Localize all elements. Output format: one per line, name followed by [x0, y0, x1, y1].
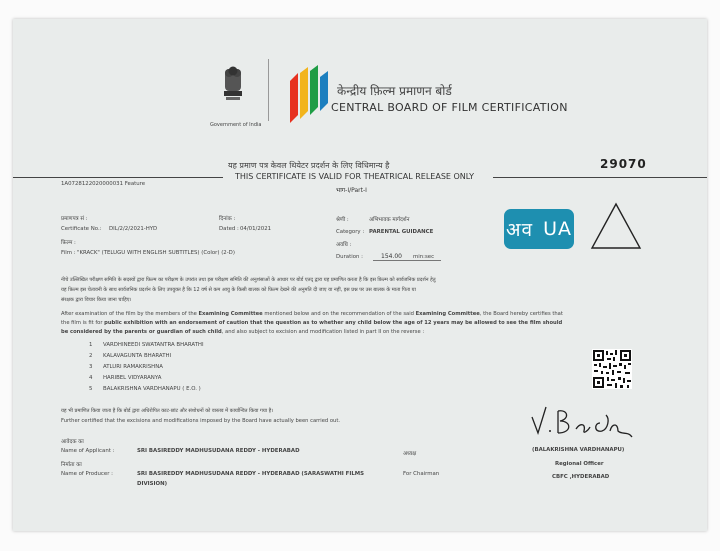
list-item: [89, 364, 204, 375]
english-para-text: mentioned below and on the recommendation of the said: [262, 311, 416, 317]
producer-value-line1: SRI BASIREDDY MADHUSUDANA REDDY - HYDERABAD (SARASWATHI FILMS: [137, 471, 365, 477]
rating-badge: [504, 209, 574, 249]
member-number: 5: [89, 386, 93, 392]
duration-underline: [373, 260, 441, 261]
film-hindi: फ़िल्म :: [61, 240, 76, 246]
validity-part: भाग-I/Part-I: [336, 187, 367, 194]
english-para-bold: Examining Committee: [198, 311, 263, 317]
board-name-english: CENTRAL BOARD OF FILM CERTIFICATION: [331, 101, 568, 114]
rating-hindi: अव: [506, 219, 534, 241]
signatory-office: CBFC ,HYDERABAD: [552, 474, 610, 480]
english-paragraph-line2: [61, 320, 562, 326]
producer-label: Name of Producer :: [61, 471, 113, 477]
applicant-value: SRI BASIREDDY MADHUSUDANA REDDY - HYDERABAD: [137, 448, 300, 454]
date-hindi: दिनांक :: [219, 216, 236, 222]
applicant-hindi: आवेदक का: [61, 439, 84, 445]
member-name: BALAKRISHNA VARDHANAPU ( E.O. ): [103, 386, 201, 392]
member-number: 1: [89, 342, 93, 348]
board-name-hindi: केन्द्रीय फ़िल्म प्रमाणन बोर्ड: [337, 84, 452, 98]
english-para-text: the film is fit for: [61, 320, 105, 326]
rating-triangle-icon: [589, 201, 643, 251]
further-certified-english: Further certified that the excisions and modifications imposed by the Board have actually been carried out.: [61, 418, 341, 424]
cert-no-label: Certificate No.:: [61, 226, 102, 232]
feature-code: 1A0728122020000031 Feature: [61, 181, 146, 187]
duration-unit: min:sec: [413, 254, 435, 260]
category-label: Category :: [336, 229, 365, 235]
list-item: [89, 375, 204, 386]
list-item: [89, 386, 204, 397]
list-item: [89, 353, 204, 364]
list-item: [89, 342, 204, 353]
member-name: ATLURI RAMAKRISHNA: [103, 364, 163, 370]
duration-hindi: अवधि :: [336, 242, 352, 248]
emblem-caption: Government of India: [210, 122, 262, 128]
date-label: Dated :: [219, 226, 239, 232]
hindi-paragraph-1: नीचे उल्लिखित परीक्षण समिति के सदस्यों द्वारा फ़िल्म का परीक्षण के उपरांत तथा इस परीक्षण समिति की अनुशंसाओं के आधार पर बोर्ड एतद् द्वारा यह प्रमाणित करता है कि इस फ़िल्म को सार्वजनिक प्रदर्शन हेतु: [61, 277, 436, 283]
validity-english: THIS CERTIFICATE IS VALID FOR THEATRICAL RELEASE ONLY: [235, 172, 475, 181]
member-name: KALAVAGUNTA BHARATHI: [103, 353, 172, 359]
category-value: PARENTAL GUIDANCE: [369, 229, 434, 235]
english-para-text: , and also subject to excision and modification listed in part II on the reverse :: [221, 329, 425, 335]
english-para-text: After examination of the film by the members of the: [61, 311, 199, 317]
signatory-designation: Regional Officer: [555, 461, 604, 467]
english-para-bold: be considered by the parents or guardian of such child: [61, 329, 222, 335]
english-para-bold: Examining Committee: [415, 311, 480, 317]
committee-member-list: [89, 342, 204, 397]
duration-label: Duration :: [336, 254, 363, 260]
member-number: 2: [89, 353, 93, 359]
signatory-name: (BALAKRISHNA VARDHANAPU): [532, 447, 625, 453]
for-chairman: For Chairman: [403, 471, 440, 477]
banner-line-right: [493, 177, 707, 178]
film-label: Film :: [61, 250, 76, 256]
hindi-paragraph-2: यह फ़िल्म इस चेतावनी के साथ सार्वजनिक प्रदर्शन के लिए उपयुक्त है कि 12 वर्ष से कम आयु के किसी बालक को फ़िल्म देखने की अनुमति दी जाए या नहीं, इस प्रश्न पर उस बालक के माता पिता या: [61, 287, 416, 293]
member-name: HARIBEL VIDYARANYA: [103, 375, 162, 381]
logo-divider: [268, 59, 269, 121]
national-emblem-icon: [220, 63, 246, 109]
member-number: 4: [89, 375, 93, 381]
rating-english: UA: [543, 218, 572, 240]
cbfc-logo-icon: [288, 63, 332, 127]
film-value: "KRACK" (TELUGU WITH ENGLISH SUBTITLES) (Color) (2-D): [77, 250, 235, 256]
chairman-hindi: अध्यक्ष: [403, 451, 417, 457]
english-para-bold: public exhibition with an endorsement of caution that the question as to whether any child below the age of 12 years may be allowed to see the film should: [104, 320, 563, 326]
certificate-document: [13, 19, 707, 531]
certificate-serial: 29070: [600, 157, 647, 171]
english-paragraph-line1: [61, 311, 563, 317]
date-value: 04/01/2021: [240, 226, 272, 232]
validity-hindi: यह प्रमाण पत्र केवल थियेटर प्रदर्शन के लिए विधिमान्य है: [228, 161, 390, 170]
category-hindi-label: श्रेणी :: [336, 217, 349, 223]
qr-code-icon: [592, 349, 632, 389]
producer-value-line2: DIVISION): [137, 481, 168, 487]
signature-icon: [528, 401, 638, 441]
duration-value: 154.00: [381, 253, 402, 260]
english-para-text: , the Board hereby certifies that: [479, 311, 563, 317]
further-certified-hindi: यह भी प्रमाणित किया जाता है कि बोर्ड द्वारा अधिरोपित काट-छांट और संशोधनों को वास्तव में कार्यान्वित किया गया है।: [61, 408, 274, 414]
english-paragraph-line3: [61, 329, 424, 335]
applicant-label: Name of Applicant :: [61, 448, 115, 454]
member-number: 3: [89, 364, 93, 370]
member-name: VARDHINEEDI SWATANTRA BHARATHI: [103, 342, 204, 348]
cert-no-hindi: प्रमाणपत्र सं :: [61, 216, 88, 222]
cert-no-value: DIL/2/2/2021-HYD: [109, 226, 158, 232]
hindi-paragraph-3: संरक्षक द्वारा विचार किया जाना चाहिए।: [61, 297, 132, 303]
category-hindi-value: अभिभावक मार्गदर्शन: [369, 217, 410, 223]
producer-hindi: निर्माता का: [61, 462, 82, 468]
banner-line-left: [13, 177, 223, 178]
